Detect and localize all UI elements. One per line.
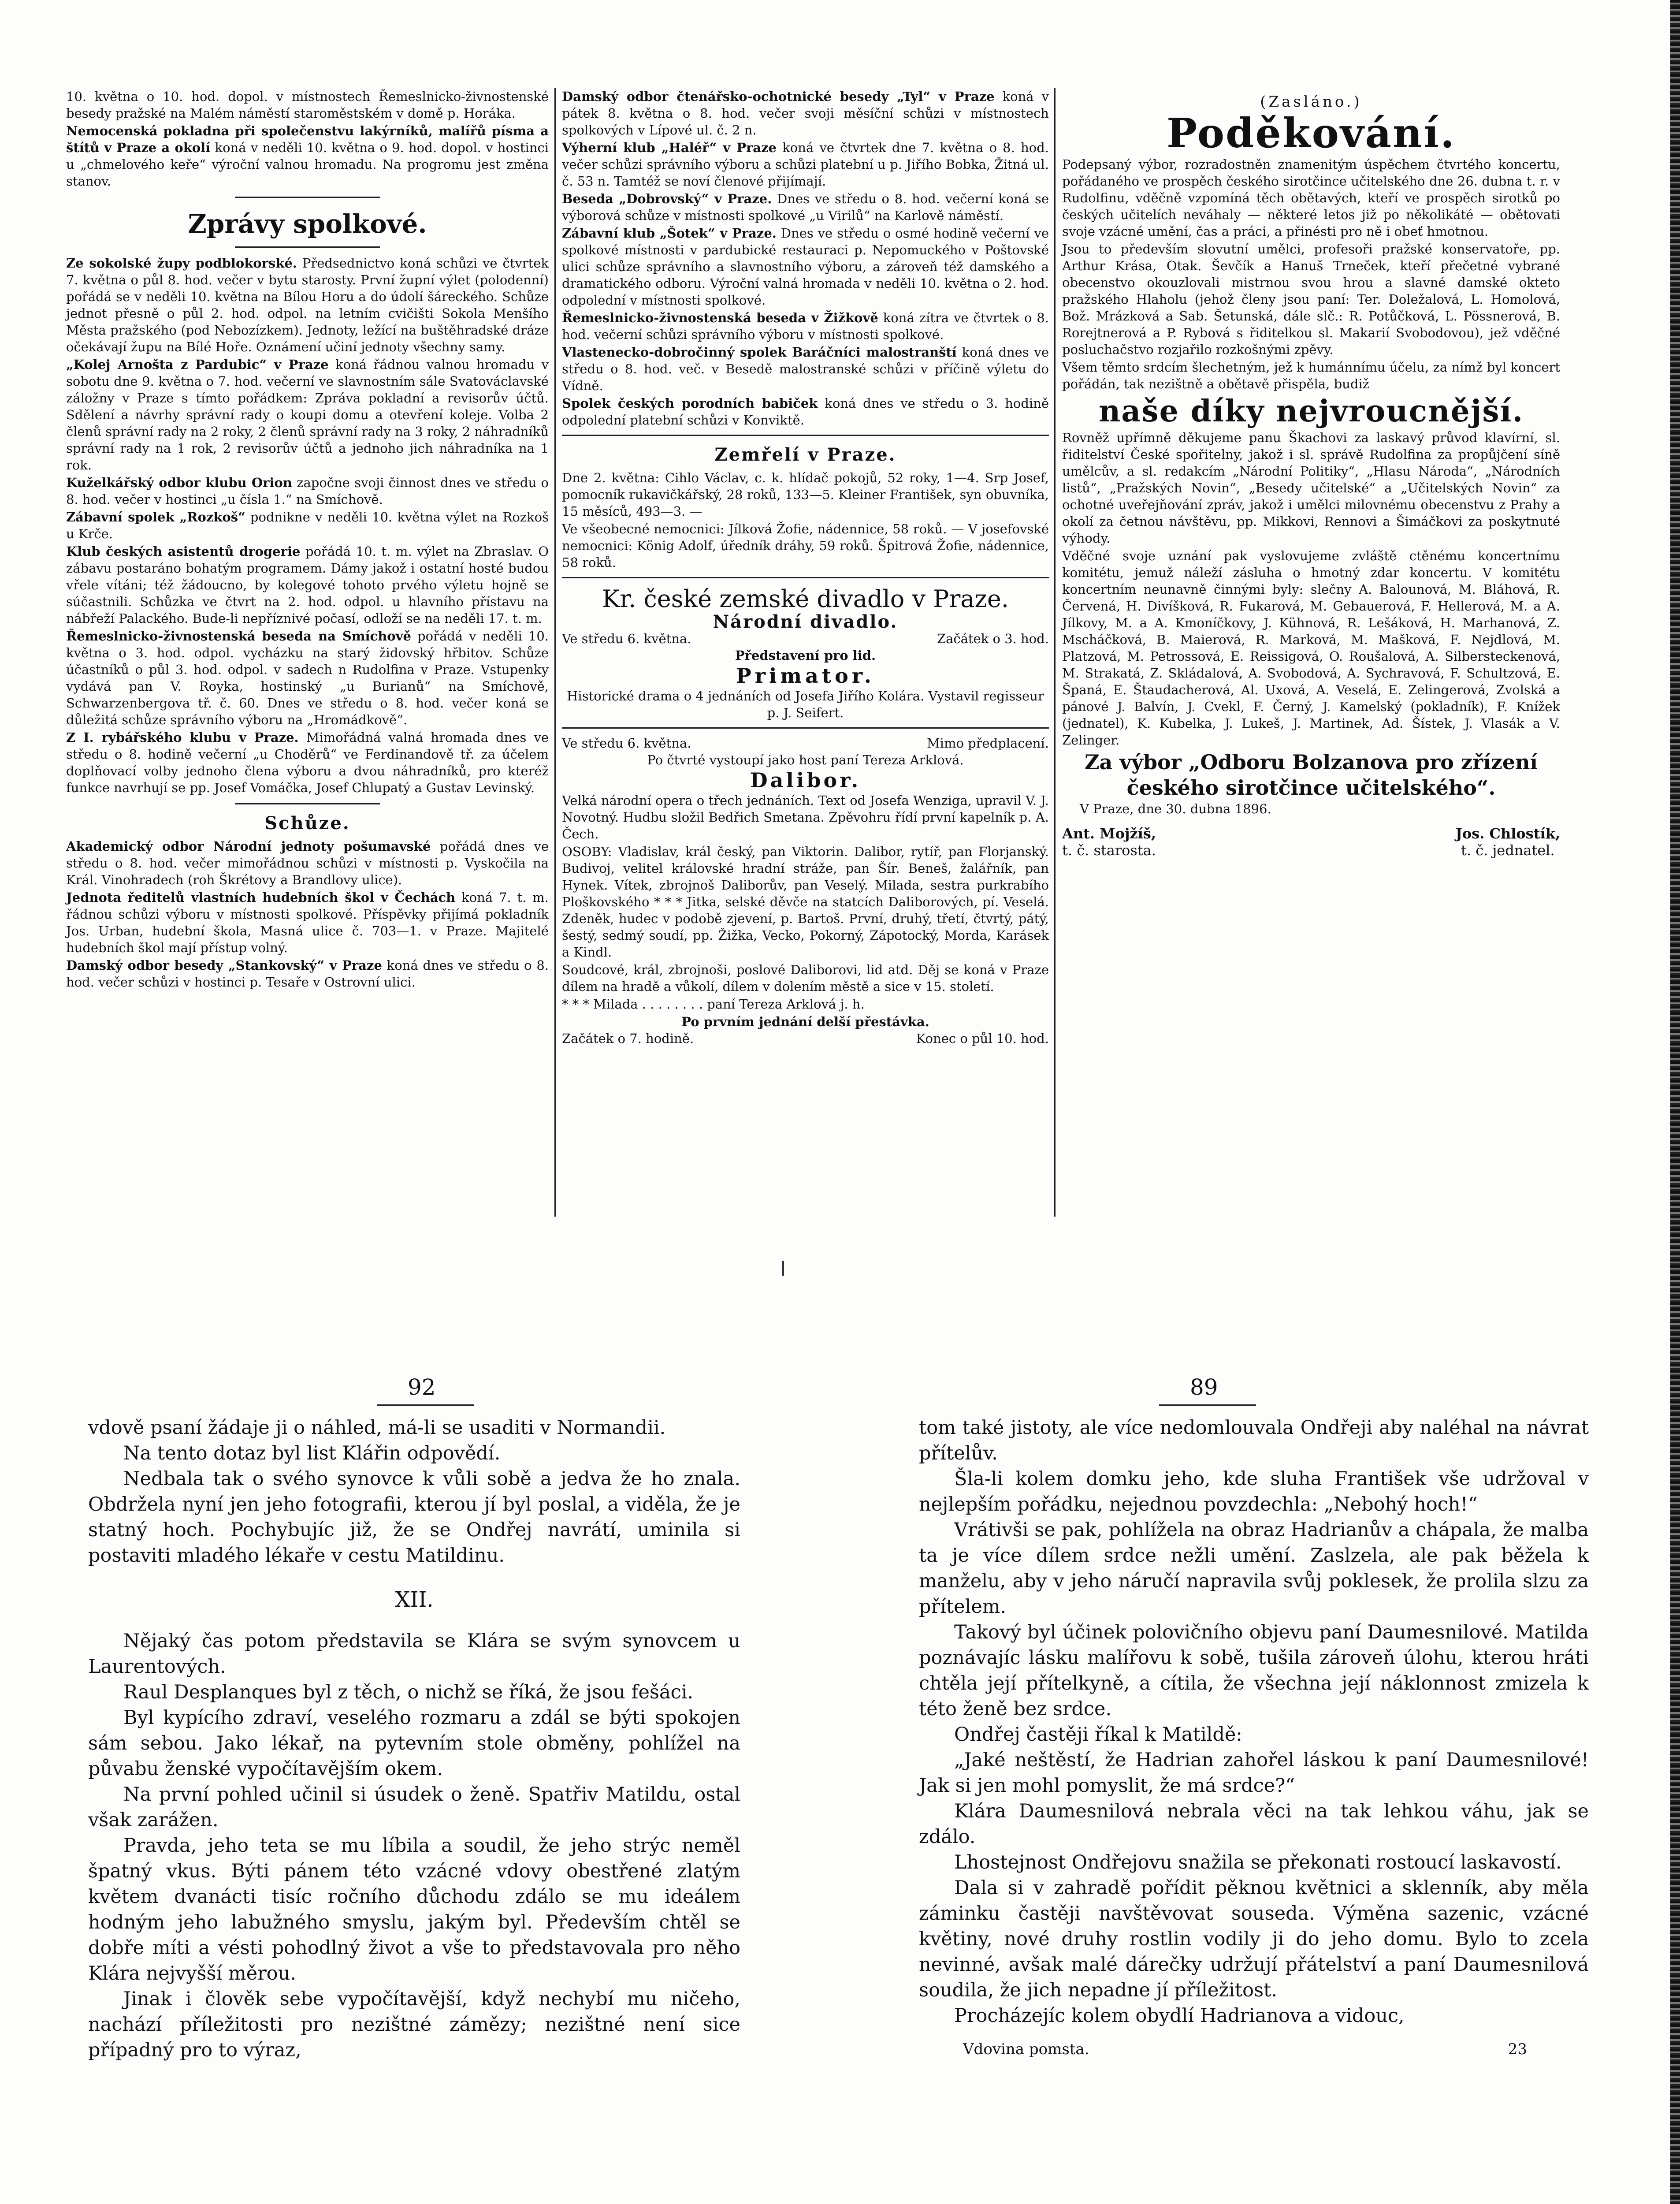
notice-lead: Beseda „Dobrovský“ v Praze. (562, 191, 772, 206)
page-number-left: 92 (408, 1374, 474, 1406)
novel-paragraph: Nedbala tak o svého synovce k vůli sobě a jedva že ho znala. Obdržela nyní jen jeho fotografii, kterou jí byl poslal, a viděla, že je statný hoch. Pochybujíc již, že se Ondřej navrátí, uminila si postaviti mladého lékaře v cestu Matildinu. (88, 1468, 740, 1567)
thanks-heading: naše díky nejvroucnější. (1098, 394, 1524, 429)
column-2 (562, 88, 1049, 1047)
committee-heading: Za výbor „Odboru Bolzanova pro zřízení českého sirotčince učitelského“. (1084, 750, 1538, 800)
divider (235, 246, 380, 248)
notice-lead: Kuželkářský odbor klubu Orion (66, 475, 292, 490)
notice-lead: Klub českých asistentů drogerie (66, 544, 301, 559)
notice-text: koná zítra ve čtvrtek o 8. hod. večerní schůzi správního výboru v místnosti spolkové. (562, 310, 1049, 342)
notice-lead: Řemeslnicko-živnostenská beseda na Smíchově (66, 629, 411, 644)
divider (235, 803, 380, 804)
notice (562, 395, 1049, 428)
novel-paragraph: Vrátivši se pak, pohlížela na obraz Hadrianův a chápala, že malba ta je více dílem srdce nežli umění. Zaslzela, ale pak běžela k manželu, aby v jeho náručí napravila svůj poklesek, že prolila slzu za přítelem. (919, 1519, 1589, 1618)
death-notice: Dne 2. května: Cihlo Václav, c. k. hlídač pokojů, 52 roky, 1—4. Srp Josef, pomocník rukavičkářský, 28 roků, 133—5. Kleiner František, syn obuvníka, 15 měsíců, 493—3. — (562, 470, 1049, 519)
show-note: Představení pro lid. (735, 648, 876, 663)
notice-text: koná ve čtvrtek dne 7. května o 8. hod. večer schůzi správního výboru a schůzi platební u p. Jiřího Bobka, Žitná ul. č. 53 n. Tamtéž se noví členové přijímají. (562, 140, 1049, 189)
notice-text: koná dnes ve středu o 8. hod. večer schůzi v hostinci p. Tesaře v Ostrovní ulici. (66, 958, 549, 990)
notice-lead: Akademický odbor Národní jednoty pošumavské (66, 839, 431, 854)
show-start: Začátek o 7. hodině. (562, 1031, 694, 1046)
notice (66, 957, 549, 990)
announcement-text: Jsou to především slovutní umělci, profesoři pražské konservatoře, pp. Arthur Krása, Otak. Ševčík a Hanuš Trneček, kteří přečetné vybrané obecenstvo okouzlovali mistrnou svou hrou a slavné damské okteto pražského Hlaholu (jehož členy jsou paní: Ter. Doležalová, L. Homolová, Bož. Mrázková a Sab. Šetunská, dále slč.: R. Potůčková, L. Pössnerová, B. Rorejtnerová a P. Rybová s řiditelkou sl. Makarií Svobodovou), jež vděčné posluchačstvo rozjařilo rozkošnými zpěvy. (1062, 242, 1560, 357)
notice (66, 123, 549, 190)
notice-lead: Řemeslnicko-živnostenská beseda v Žižkově (562, 310, 878, 325)
notice-text: pořádá dnes ve středu o 8. hod. večer mimořádnou schůzi v místnosti p. Vyskočila na Král. Vinohradech (roh Škrétovy a Brandlovy ulice). (66, 839, 549, 887)
notice-text: pořádá 10. t. m. výlet na Zbraslav. O zábavu postaráno bohatým programem. Dámy jakož i ostatní hosté budou vřele vítáni; též žádoucno, by kolegové tohoto prvého výletu hojně se súčastnili. Schůzka ve čtvrt na 2. hod. odpol. u hlavního přístavu na nábřeží Palackého. Bude-li nepříznivé počasí, odloží se na neděli 17. t. m. (66, 544, 549, 626)
notice-text: Dnes ve středu o 8. hod. večerní koná se výborová schůze v místnosti spolkové „u Virilů“ na Karlově náměstí. (562, 191, 1049, 223)
novel-paragraph: Takový byl účinek polovičního objevu paní Daumesnilové. Matilda poznávajíc lásku malířovu k sobě, tušila zároveň úlohu, kterou hráti chtěla její přítelkyně, a cítila, že všechna její náklonnost zmizela k této ženě bez srdce. (919, 1621, 1589, 1720)
notice (66, 729, 549, 796)
announcement-text: Podepsaný výbor, rozradostněn znamenitým úspěchem čtvrtého koncertu, pořádaného ve prospěch českého sirotčince učitelského dne 26. dubna t. r. v Rudolfinu, vděčně vzpomíná těch obětavých, kteří ve prospěch sirotků po českých učitelích neváhaly — některé letos již po několikáté — obětovati svoje vzácné umění, čas a práci, a přinésti pro ně i obeť hmotnou. (1062, 157, 1560, 239)
novel-paragraph: Ondřej častěji říkal k Matildě: (954, 1724, 1242, 1746)
notice (66, 889, 549, 956)
novel-page-left (88, 1415, 740, 2063)
signature-role: t. č. jednatel. (1461, 842, 1555, 859)
notice-lead: Jednota ředitelů vlastních hudebních škol v Čechách (66, 890, 456, 905)
signature (1062, 825, 1156, 859)
notice-text: koná v neděli 10. května o 9. hod. dopol. v hostinci u „chmelového keře“ výroční valnou hromadu. Na progromu jest změna stanov. (66, 140, 549, 189)
column-rule (554, 88, 556, 1217)
notice-lead: Z I. rybářského klubu v Praze. (66, 730, 299, 745)
show-end: Konec o půl 10. hod. (916, 1031, 1049, 1046)
novel-paragraph: Pravda, jeho teta se mu líbila a soudil, že jeho strýc neměl špatný vkus. Býti pánem této vzácné vdovy obestřené zlatým květem dvanácti tisíc ročního důchodu zdálo se mu ideálem hodným jeho labužného smyslu, jakým byl. Především chtěl se dobře míti a vésti pohodlný život a vše to představovala pro něho Klára nejvyšší měrou. (88, 1835, 740, 1984)
show-date: Ve středu 6. května. (562, 631, 691, 646)
notice-text: pořádá v neděli 10. května o 3. hod. odpol. vycházku na starý židovský hřbitov. Schůze účastníků o půl 3. hod. odpol. v sadech n Rudolfina v Praze. Vstupenky vydává pan V. Royka, hostinský „u Burianů“ na Smíchově, Schwarzenbergova tř. č. 60. Dnes ve středu o 8. hod. večer koná se důležitá schůze správního výboru na „Hromádkově“. (66, 629, 549, 727)
notice-lead: Nemocenská pokladna při společenstvu lakýrníků, malířů písma a štítů v Praze a okolí (66, 123, 549, 155)
announcement-text: Vděčné svoje uznání pak vyslovujeme zvláště ctěnému koncertnímu komitétu, jemuž náleží zásluha o hmotný zdar koncertu. V komitétu koncertním neunavně činnými byly: slečny A. Balounová, M. Bláhová, R. Červená, H. Divíšková, R. Fukarová, M. Gebauerová, F. Hellerová, M. a A. Jílkovy, M. a A. Kmoníčkovy, J. Kühnová, R. Lešáková, H. Marhanová, Z. Mscháčková, B. Maierová, R. Marková, M. Mašková, F. Nejdlová, M. Platzová, M. Petrossová, E. Reissigová, O. Roušalová, A. Silbersteckenová, M. Strakatá, Z. Skládalová, A. Svobodová, A. Sychravová, F. Schultzová, E. Španá, E. Štaudacherová, Al. Uxová, A. Veselá, E. Zelingerová, Zvolská a pánové J. Balvín, J. Cvekl, F. Černý, J. Kamelský (pokladník), F. Knížek (jednatel), K. Kubelka, J. Lukeš, J. Martinek, Ad. Šístek, J. Vlasák a V. Zelinger. (1062, 548, 1560, 748)
notice-lead: Vlastenecko-dobročinný spolek Baráčníci malostranští (562, 345, 957, 360)
novel-paragraph: Jinak i člověk sebe vypočítavější, když nechybí mu ničeho, nachází příležitosti pro nezištné zámězy; nezištné není sice případný pro to výraz, (88, 1988, 740, 2061)
signature (1456, 825, 1560, 859)
show-title: Dalibor. (750, 768, 861, 792)
section-heading: Zemřelí v Praze. (714, 444, 896, 465)
divider (562, 577, 1049, 578)
show-guest: * * * Milada . . . . . . . . paní Tereza Arklová j. h. (562, 997, 865, 1012)
section-heading: Zprávy spolkové. (188, 209, 427, 239)
notice (562, 88, 1049, 138)
novel-paragraph: Procházejíc kolem obydlí Hadrianova a vidouc, (954, 2005, 1405, 2027)
notice-text: započne svoji činnost dnes ve středu o 8. hod. večer v hostinci „u čísla 1.“ na Smíchově. (66, 475, 549, 507)
notice-lead: Ze sokolské župy podblokorské. (66, 256, 297, 271)
show-header (562, 630, 1049, 647)
notice-text: Mimořádná valná hromada dnes ve středu o 8. hodině večerní „u Choděrů“ ve Ferdinandově tř. za účelem doplňovací volby jednoho člena výboru a dvou náhradníků, pro kteréž funkce navrhují se pp. Josef Vomáčka, Josef Chlupatý a Gustav Levinský. (66, 730, 549, 795)
notice-lead: Zábavní klub „Šotek“ v Praze. (562, 226, 777, 241)
notice-lead: Zábavní spolek „Rozkoš“ (66, 510, 245, 525)
notice-text: 10. května o 10. hod. dopol. v místnostech Řemeslnicko-živnostenské besedy pražské na Malém náměstí staroměstském v domě p. Horáka. (66, 89, 549, 121)
theatre-heading: Kr. české zemské divadlo v Praze. (602, 585, 1009, 613)
novel-paragraph: Byl kypícího zdraví, veselého rozmaru a zdál se býti spokojen sám sebou. Jako lékař, na pytevním stole obměny, pohlížel na půvabu ženské vypočítavějším okem. (88, 1707, 740, 1780)
notice-lead: Spolek českých porodních babiček (562, 396, 818, 411)
show-setting: Soudcové, král, zbrojnoši, poslové Daliborovi, lid atd. Děj se koná v Praze dílem na hradě a vůkolí, dílem v dolením městě a sice v 15. století. (562, 962, 1049, 994)
notice (562, 139, 1049, 190)
show-header (562, 735, 1049, 752)
notice-text: Předsednictvo koná schůzi ve čtvrtek 7. května o půl 8. hod. večer v bytu starosty. První župní výlet (polodenní) pořádá se v neděli 10. května na Bílou Horu a do údolí šáreckého. Schůze jednot přesně o půl 2. hod. odpol. na letním cvičišti Sokola Menšího Města pražského (pod Nebozízkem). Jednoty, ležící na buštěhradské dráze očekávají župu na Bílé Hoře. Oznámení učiní jednoty všechny samy. (66, 256, 549, 354)
notice-text: koná dnes ve středu o 3. hodině odpolední platební schůzi v Konviktě. (562, 396, 1049, 428)
notice (66, 628, 549, 728)
novel-paragraph: Dala si v zahradě pořídit pěknou květnici a sklenník, aby měla záminku častěji navštěvovat souseda. Výměna sazenic, vzácné květiny, nové druhy rostlin vodily ji do jeho domu. Bylo to zcela nevinné, avšak malé dárečky udržují přátelství a paní Daumesnilová soudila, že jich nepadne jí příležitost. (919, 1877, 1589, 2001)
novel-paragraph: vdově psaní žádaje ji o náhled, má-li se usaditi v Normandii. (88, 1417, 666, 1439)
notice-lead: „Kolej Arnošta z Pardubic“ v Praze (66, 357, 329, 372)
zaslano-label: (Zasláno.) (1260, 93, 1362, 111)
page-edge (1670, 0, 1680, 2204)
announcement-text: Rovněž upřímně děkujeme panu Škachovi za laskavý průvod klavírní, sl. řiditelství České spořitelny, jakož i sl. správě Rudolfina za propůjčení síně umělcův, a sl. redakcím „Národní Politiky“, „Hlasu Národa“, „Národních listů“, „Pražských Novin“, „Besedy učitelské“ a „Učitelských Novin“ za ochotné uveřejňování zpráv, jakož i umělci milovnému obecenstvu z Prahy a okolí za četnou návštěvu, pp. Mikkovi, Rennovi a Šimáčkovi za poskytnuté výhody. (1062, 430, 1560, 546)
notice-text: koná řádnou valnou hromadu v sobotu dne 9. května o 7. hod. večerní ve slavnostním sále Svatováclavské záložny v Praze s tímto pořádkem: Zpráva pokladní a revisorův účtů. Sdělení a návrhy správní rady o koupi domu a otevření koleje. Volba 2 členů správní rady na 2 roky, 2 členů správní rady na 3 roky, 2 náhradníků správní rady na 1 rok, 2 revisorův účtů a jednoho jich náhradníka na 1 rok. (66, 357, 549, 473)
notice (66, 838, 549, 888)
theatre-subheading: Národní divadlo. (713, 611, 898, 632)
page-footer (919, 2036, 1589, 2062)
show-subscription: Mimo předplacení. (926, 736, 1049, 751)
notice (562, 344, 1049, 394)
notice-text: koná 7. t. m. řádnou schůzi výboru v místnosti spolkové. Příspěvky přijímá pokladník Jos. Urban, hudební škola, Masná ulice č. 703—1. v Praze. Majitelé hudebních škol mají přístup volný. (66, 890, 549, 955)
notice (66, 255, 549, 355)
column-rule (1054, 88, 1056, 1217)
show-description: Historické drama o 4 jednáních od Josefa Jiřího Kolára. Vystavil regisseur p. J. Seifert. (567, 689, 1044, 720)
notice (66, 509, 549, 542)
signature-role: t. č. starosta. (1062, 842, 1156, 859)
divider (235, 197, 380, 198)
announcement-title: Poděkování. (1167, 109, 1456, 157)
section-heading: Schůze. (264, 813, 350, 834)
notice-lead: Damský odbor besedy „Stankovský“ v Praze (66, 958, 382, 973)
notice (562, 225, 1049, 309)
notice-text: Dnes ve středu o osmé hodině večerní ve spolkové místnosti v pardubické restauraci p. Nepomuckého v Poštovské ulici schůze správního a slavnostního výboru, a zároveň též damského a dramatického odboru. Výroční valná hromada v neděli 10. května o 2. hod. odpolední v místnosti spolkové. (562, 226, 1049, 308)
show-start: Začátek o 3. hod. (937, 631, 1049, 646)
notice (562, 309, 1049, 343)
show-times (562, 1030, 1049, 1047)
show-note: Po čtvrté vystoupí jako host paní Tereza Arklová. (647, 752, 964, 767)
footer-signature: 23 (1508, 2040, 1527, 2058)
column-1 (66, 88, 549, 991)
chapter-heading: XII. (395, 1587, 434, 1612)
show-title: Primator. (736, 664, 875, 688)
column-3 (1062, 88, 1560, 859)
signatures (1062, 825, 1560, 859)
signature-name: Jos. Chlostík, (1455, 825, 1560, 842)
notice (66, 356, 549, 473)
novel-paragraph: „Jaké neštěstí, že Hadrian zahořel láskou k paní Daumesnilové! Jak si jen mohl pomyslit, že má srdce?“ (919, 1749, 1589, 1797)
death-notice: Ve všeobecné nemocnici: Jílková Žofie, nádennice, 58 roků. — V josefovské nemocnici: König Adolf, úředník dráhy, 59 roků. Špitrová Žofie, nádennice, 58 roků. (562, 521, 1049, 570)
notice (66, 474, 549, 508)
novel-paragraph: Nějaký čas potom představila se Klára se svým synovcem u Laurentových. (88, 1630, 740, 1678)
novel-paragraph: Na první pohled učinil si úsudek o ženě. Spatřiv Matildu, ostal však zarážen. (88, 1783, 740, 1831)
page-number-right: 89 (1190, 1374, 1256, 1406)
show-date: Ve středu 6. května. (562, 736, 691, 751)
novel-paragraph: Šla-li kolem domku jeho, kde sluha František vše udržoval v nejlepším pořádku, nejednou povzdechla: „Nebohý hoch!“ (919, 1468, 1589, 1515)
notice-lead: Výherní klub „Haléř“ v Praze (562, 140, 777, 155)
signature-name: Ant. Mojžíš, (1062, 825, 1156, 842)
notice-text: koná v pátek 8. května o 8. hod. večer svoji měsíční schůzi v místnostech spolkových v Lípové ul. č. 2 n. (562, 89, 1049, 138)
announcement-text: Všem těmto srdcím šlechetným, jež k humánnímu účelu, za nímž byl koncert pořádán, tak nezištně a obětavě přispěla, budiž (1062, 360, 1560, 391)
notice-lead: Damský odbor čtenářsko-ochotnické besedy „Tyl“ v Praze (562, 89, 995, 104)
novel-paragraph: Lhostejnost Ondřejovu snažila se překonati rostoucí laskavostí. (954, 1851, 1562, 1873)
notice-text: koná dnes ve středu o 8. hod. več. v Besedě malostranské schůzi v příčině výletu do Vídně. (562, 345, 1049, 393)
notice-text: podnikne v neděli 10. května výlet na Rozkoš u Krče. (66, 510, 549, 541)
novel-paragraph: tom také jistoty, ale více nedomlouvala Ondřeji aby naléhal na návrat přítelův. (919, 1417, 1589, 1464)
stray-mark (782, 1261, 784, 1276)
novel-paragraph: Raul Desplanques byl z těch, o nichž se říká, že jsou fešáci. (123, 1681, 694, 1703)
novel-paragraph: Klára Daumesnilová nebrala věci na tak lehkou váhu, jak se zdálo. (919, 1800, 1589, 1848)
show-intermission: Po prvním jednání delší přestávka. (681, 1014, 929, 1029)
show-description: Velká národní opera o třech jednáních. Text od Josefa Wenziga, upravil V. J. Novotný. Hudbu složil Bedřich Smetana. Zpěvohru řídí první kapelník p. A. Čech. (562, 793, 1049, 841)
show-cast: OSOBY: Vladislav, král český, pan Viktorin. Dalibor, rytíř, pan Florjanský. Budivoj, velitel královské hradní stráže, pan Šír. Beneš, žalářník, pan Hynek. Vítek, zbrojnoš Daliborův, pan Veselý. Milada, sestra purkrabího Ploškovského * * * Jitka, selské děvče na statcích Daliborových, pí. Veselá. Zdeněk, hudec v podobě zjevení, p. Bartoš. První, druhý, třetí, čtvrtý, pátý, šestý, sedmý soudí, pp. Žižka, Vecko, Pokorný, Zápotocký, Morda, Karásek a Kindl. (562, 844, 1049, 960)
footer-title: Vdovina pomsta. (963, 2040, 1089, 2058)
novel-page-right (919, 1415, 1589, 2062)
divider (562, 435, 1049, 436)
notice (562, 190, 1049, 224)
novel-paragraph: Na tento dotaz byl list Klářin odpovědí. (123, 1442, 501, 1464)
divider (562, 727, 1049, 729)
notice (66, 543, 549, 627)
date-line: V Praze, dne 30. dubna 1896. (1080, 801, 1271, 816)
